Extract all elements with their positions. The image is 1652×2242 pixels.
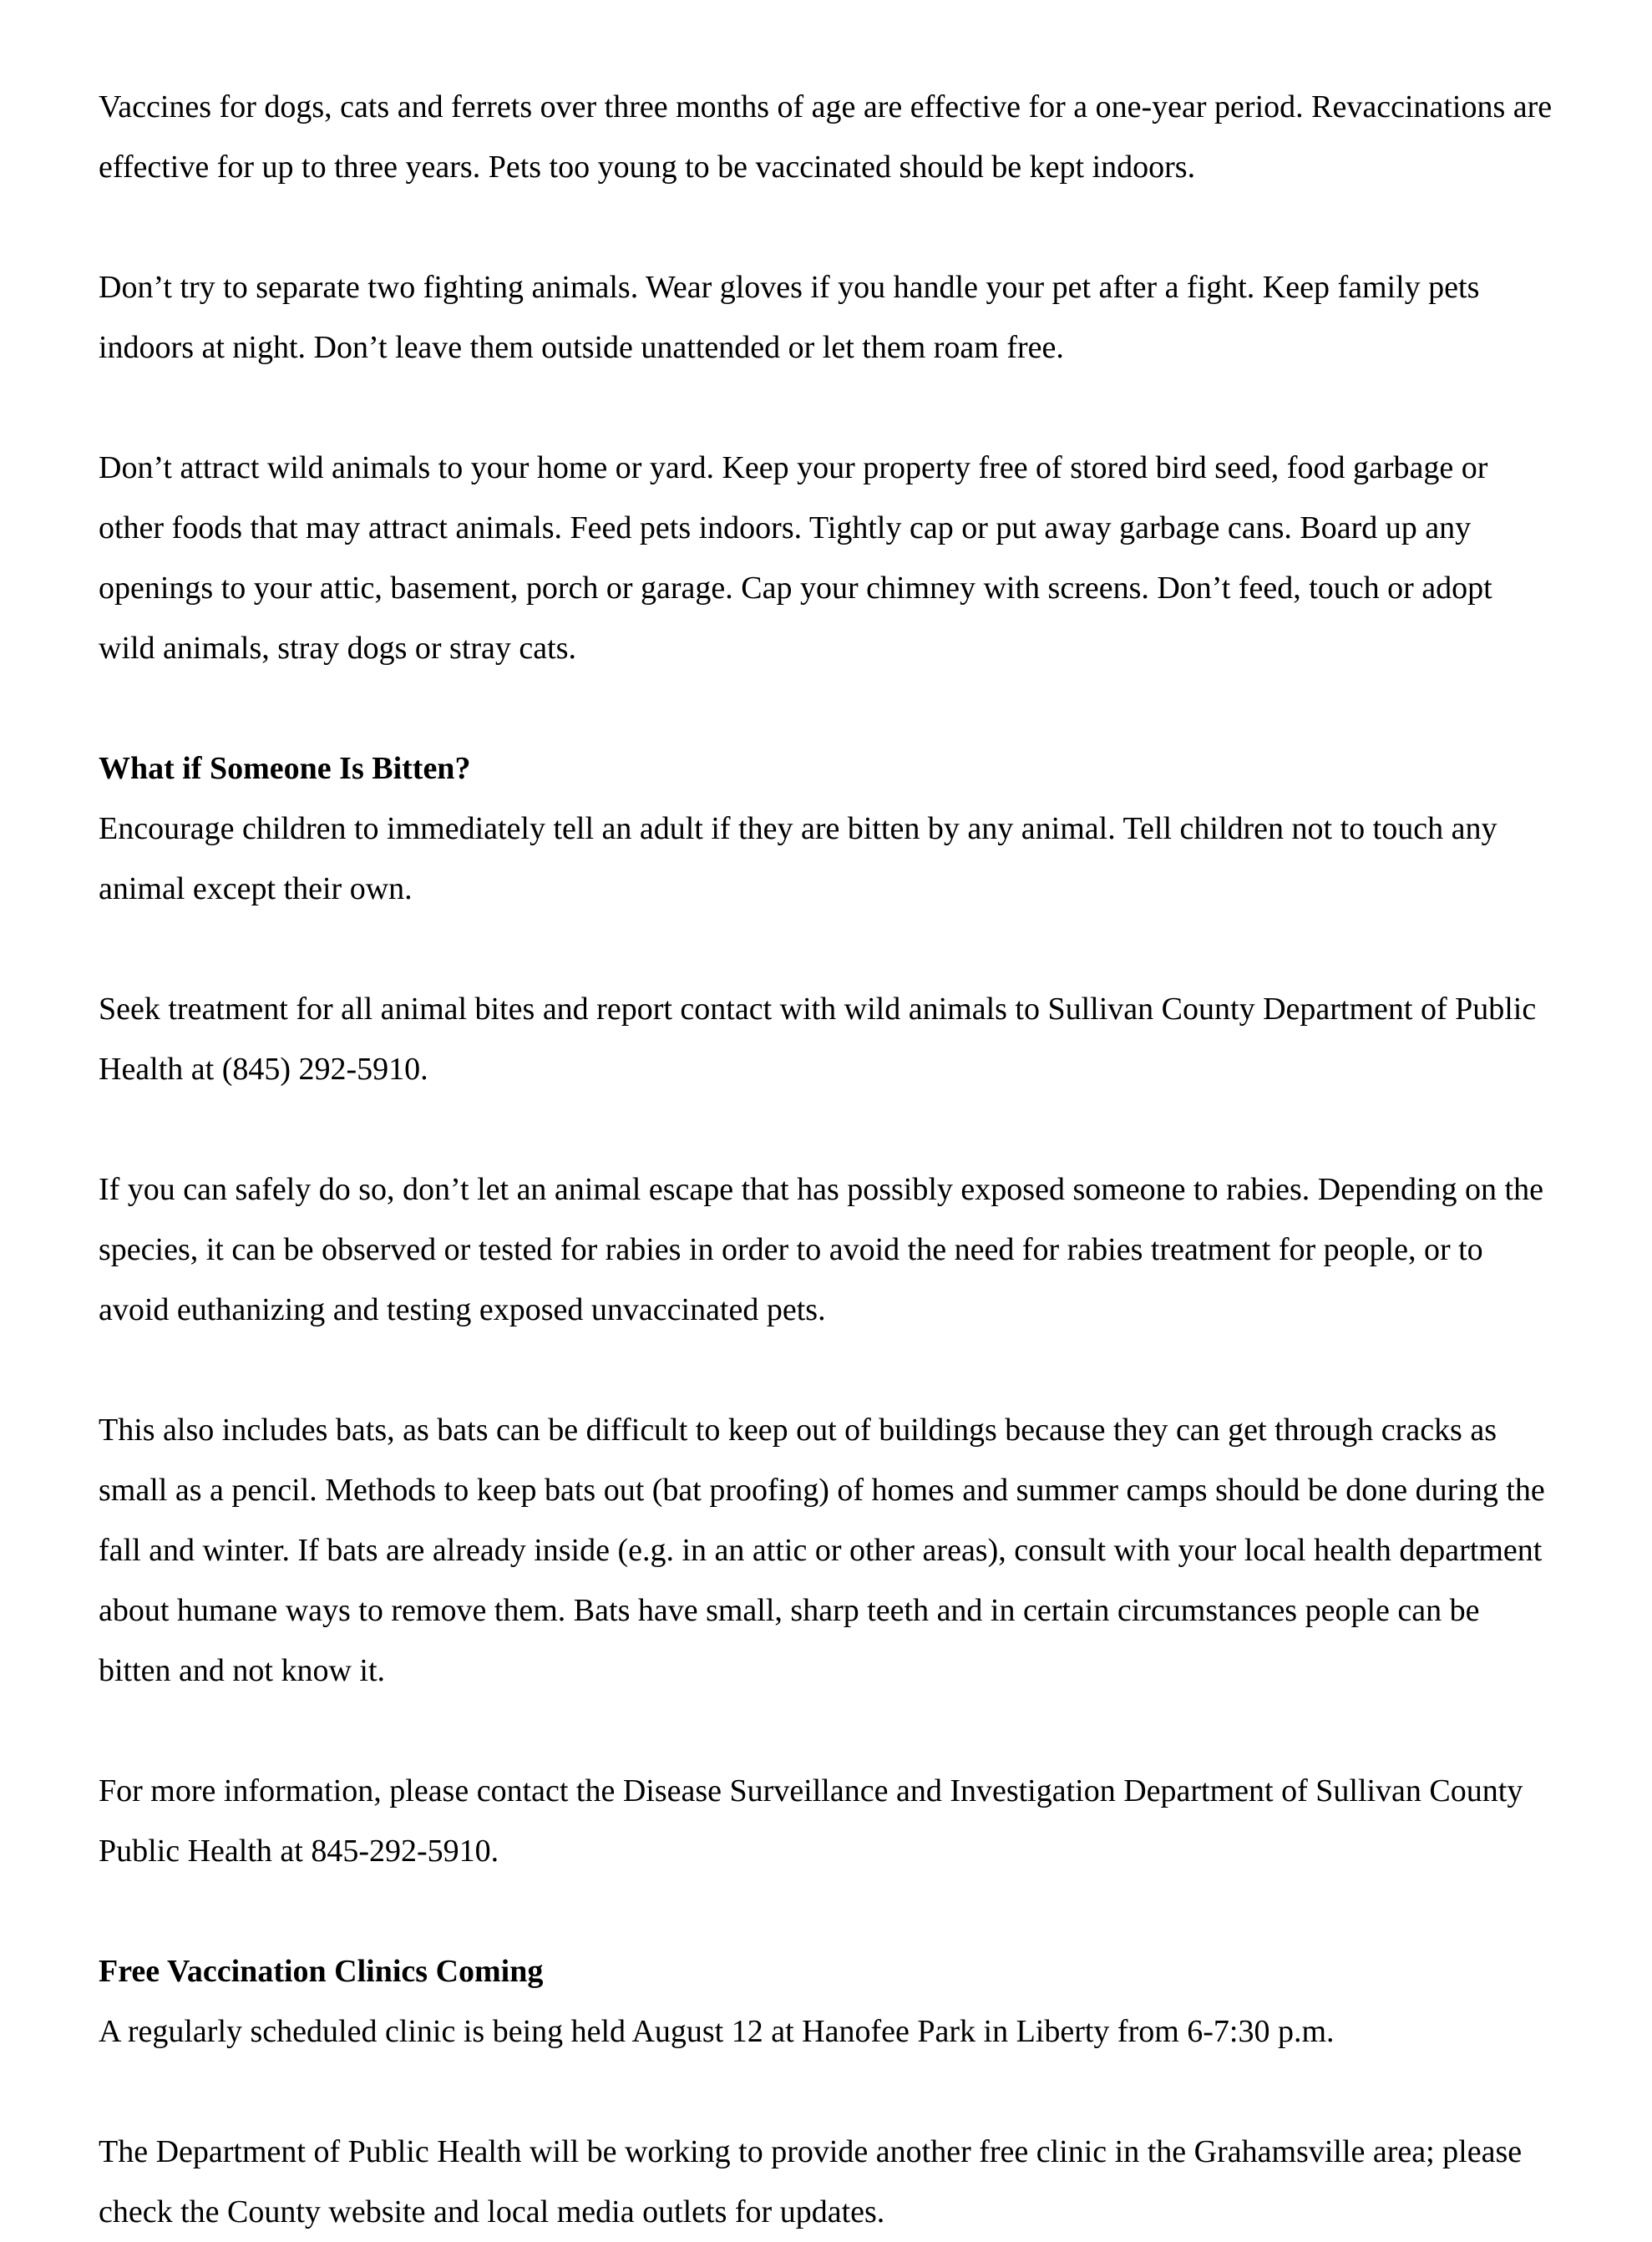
paragraph-fighting-animals: Don’t try to separate two fighting animals. Wear gloves if you handle your pet after a fight. Keep family pets indoors at night. Don’t leave them outside unattended or let them roam free. (99, 270, 1480, 365)
heading-free-vaccination-clinics: Free Vaccination Clinics Coming (99, 1954, 544, 1989)
paragraph-more-information: For more information, please contact the Disease Surveillance and Investigation Department of Sullivan County Public Health at 845-292-5910. (99, 1773, 1523, 1869)
paragraph-scheduled-clinic: A regularly scheduled clinic is being held August 12 at Hanofee Park in Liberty from 6-7:30 p.m. (99, 2014, 1335, 2049)
paragraph-encourage-children: Encourage children to immediately tell an adult if they are bitten by any animal. Tell children not to touch any animal except their own. (99, 811, 1497, 906)
paragraph-seek-treatment: Seek treatment for all animal bites and report contact with wild animals to Sullivan County Department of Public Health at (845) 292-5910. (99, 992, 1537, 1087)
paragraph-dont-attract-wild-animals: Don’t attract wild animals to your home or yard. Keep your property free of stored bird seed, food garbage or other foods that may attract animals. Feed pets indoors. Tightly cap or put away garbage cans. Board up any openings to your attic, basement, porch or garage. Cap your chimney with screens. Don’t feed, touch or adopt wild animals, stray dogs or stray cats. (99, 450, 1492, 666)
paragraph-grahamsville-clinic: The Department of Public Health will be working to provide another free clinic in the Grahamsville area; please check the County website and local media outlets for updates. (99, 2134, 1523, 2229)
paragraph-dont-let-animal-escape: If you can safely do so, don’t let an animal escape that has possibly exposed someone to rabies. Depending on the species, it can be observed or tested for rabies in order to avoid the need for rabies treatment for people, or to avoid euthanizing and testing exposed unvaccinated pets. (99, 1172, 1543, 1327)
paragraph-bats: This also includes bats, as bats can be difficult to keep out of buildings because they can get through cracks as small as a pencil. Methods to keep bats out (bat proofing) of homes and summer camps should be done during the fall and winter. If bats are already inside (e.g. in an attic or other areas), consult with your local health department about humane ways to remove them. Bats have small, sharp teeth and in certain circumstances people can be bitten and not know it. (99, 1413, 1545, 1688)
heading-what-if-someone-is-bitten: What if Someone Is Bitten? (99, 751, 471, 786)
paragraph-vaccines-effectiveness: Vaccines for dogs, cats and ferrets over three months of age are effective for a one-year period. Revaccinations are effective for up to three years. Pets too young to be vaccinated should be kept indoors. (99, 89, 1553, 185)
